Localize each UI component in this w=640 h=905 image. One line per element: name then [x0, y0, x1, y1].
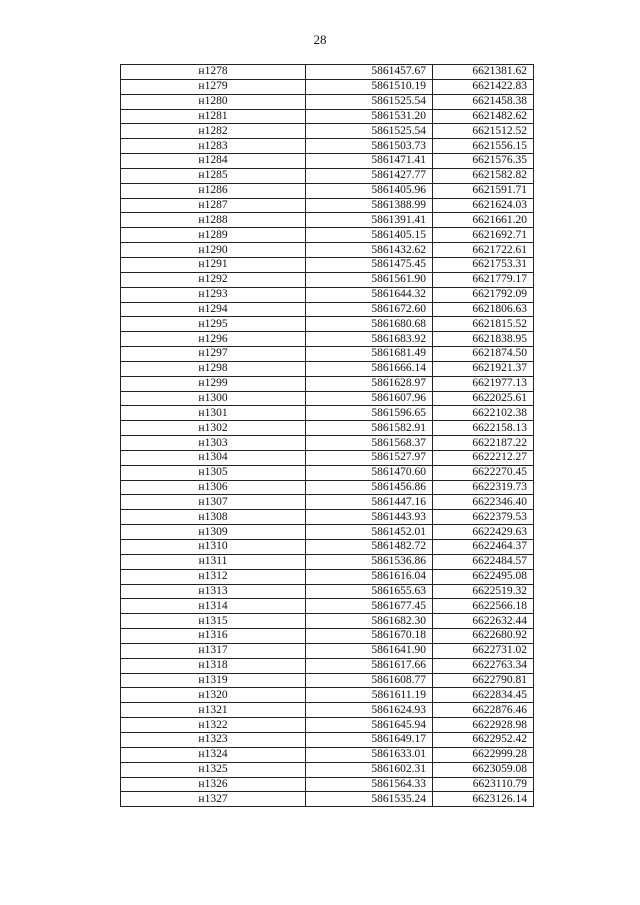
x-coordinate-cell: 5861649.17: [306, 732, 433, 747]
x-coordinate-cell: 5861427.77: [306, 168, 433, 183]
table-row: [121, 732, 534, 747]
point-id-cell: н1326: [121, 777, 306, 792]
y-coordinate-cell: 6623110.79: [433, 777, 534, 792]
y-coordinate-cell: 6622834.45: [433, 688, 534, 703]
x-coordinate-cell: 5861672.60: [306, 302, 433, 317]
x-coordinate-cell: 5861628.97: [306, 376, 433, 391]
point-id-cell: н1301: [121, 406, 306, 421]
point-id-cell: н1327: [121, 792, 306, 807]
y-coordinate-cell: 6622999.28: [433, 747, 534, 762]
table-row: [121, 406, 534, 421]
table-row: [121, 94, 534, 109]
x-coordinate-cell: 5861443.93: [306, 510, 433, 525]
table-row: [121, 243, 534, 258]
point-id-cell: н1293: [121, 287, 306, 302]
table-row: [121, 287, 534, 302]
point-id-cell: н1284: [121, 154, 306, 169]
x-coordinate-cell: 5861475.45: [306, 257, 433, 272]
y-coordinate-cell: 6621556.15: [433, 139, 534, 154]
table-row: [121, 109, 534, 124]
y-coordinate-cell: 6622379.53: [433, 510, 534, 525]
point-id-cell: н1304: [121, 450, 306, 465]
y-coordinate-cell: 6622876.46: [433, 703, 534, 718]
y-coordinate-cell: 6622346.40: [433, 495, 534, 510]
table-row: [121, 376, 534, 391]
table-row: [121, 510, 534, 525]
x-coordinate-cell: 5861470.60: [306, 465, 433, 480]
y-coordinate-cell: 6622484.57: [433, 554, 534, 569]
table-row: [121, 421, 534, 436]
point-id-cell: н1280: [121, 94, 306, 109]
point-id-cell: н1318: [121, 658, 306, 673]
x-coordinate-cell: 5861655.63: [306, 584, 433, 599]
x-coordinate-cell: 5861456.86: [306, 480, 433, 495]
x-coordinate-cell: 5861683.92: [306, 332, 433, 347]
x-coordinate-cell: 5861611.19: [306, 688, 433, 703]
table-row: [121, 213, 534, 228]
y-coordinate-cell: 6621482.62: [433, 109, 534, 124]
table-row: [121, 747, 534, 762]
point-id-cell: н1317: [121, 643, 306, 658]
x-coordinate-cell: 5861405.15: [306, 228, 433, 243]
x-coordinate-cell: 5861452.01: [306, 525, 433, 540]
table-row: [121, 317, 534, 332]
point-id-cell: н1320: [121, 688, 306, 703]
table-row: [121, 154, 534, 169]
point-id-cell: н1309: [121, 525, 306, 540]
y-coordinate-cell: 6621815.52: [433, 317, 534, 332]
table-row: [121, 272, 534, 287]
point-id-cell: н1315: [121, 614, 306, 629]
table-row: [121, 614, 534, 629]
table-row: [121, 228, 534, 243]
coordinates-table: [120, 64, 534, 807]
table-row: [121, 436, 534, 451]
table-row: [121, 168, 534, 183]
point-id-cell: н1286: [121, 183, 306, 198]
x-coordinate-cell: 5861616.04: [306, 569, 433, 584]
x-coordinate-cell: 5861388.99: [306, 198, 433, 213]
y-coordinate-cell: 6622158.13: [433, 421, 534, 436]
point-id-cell: н1296: [121, 332, 306, 347]
x-coordinate-cell: 5861666.14: [306, 361, 433, 376]
x-coordinate-cell: 5861596.65: [306, 406, 433, 421]
x-coordinate-cell: 5861471.41: [306, 154, 433, 169]
x-coordinate-cell: 5861405.96: [306, 183, 433, 198]
table-row: [121, 569, 534, 584]
y-coordinate-cell: 6622025.61: [433, 391, 534, 406]
y-coordinate-cell: 6621838.95: [433, 332, 534, 347]
point-id-cell: н1285: [121, 168, 306, 183]
x-coordinate-cell: 5861617.66: [306, 658, 433, 673]
table-row: [121, 124, 534, 139]
point-id-cell: н1325: [121, 762, 306, 777]
y-coordinate-cell: 6621624.03: [433, 198, 534, 213]
x-coordinate-cell: 5861510.19: [306, 79, 433, 94]
table-row: [121, 480, 534, 495]
x-coordinate-cell: 5861633.01: [306, 747, 433, 762]
x-coordinate-cell: 5861608.77: [306, 673, 433, 688]
y-coordinate-cell: 6622102.38: [433, 406, 534, 421]
point-id-cell: н1310: [121, 540, 306, 555]
point-id-cell: н1312: [121, 569, 306, 584]
point-id-cell: н1307: [121, 495, 306, 510]
table-row: [121, 540, 534, 555]
x-coordinate-cell: 5861447.16: [306, 495, 433, 510]
x-coordinate-cell: 5861677.45: [306, 599, 433, 614]
table-row: [121, 257, 534, 272]
table-row: [121, 79, 534, 94]
y-coordinate-cell: 6621874.50: [433, 347, 534, 362]
y-coordinate-cell: 6623059.08: [433, 762, 534, 777]
point-id-cell: н1288: [121, 213, 306, 228]
x-coordinate-cell: 5861670.18: [306, 629, 433, 644]
y-coordinate-cell: 6621806.63: [433, 302, 534, 317]
x-coordinate-cell: 5861527.97: [306, 450, 433, 465]
x-coordinate-cell: 5861525.54: [306, 124, 433, 139]
y-coordinate-cell: 6622464.37: [433, 540, 534, 555]
x-coordinate-cell: 5861432.62: [306, 243, 433, 258]
y-coordinate-cell: 6621792.09: [433, 287, 534, 302]
x-coordinate-cell: 5861535.24: [306, 792, 433, 807]
y-coordinate-cell: 6622495.08: [433, 569, 534, 584]
point-id-cell: н1289: [121, 228, 306, 243]
point-id-cell: н1299: [121, 376, 306, 391]
point-id-cell: н1295: [121, 317, 306, 332]
point-id-cell: н1283: [121, 139, 306, 154]
y-coordinate-cell: 6621582.82: [433, 168, 534, 183]
table-row: [121, 584, 534, 599]
point-id-cell: н1291: [121, 257, 306, 272]
y-coordinate-cell: 6621512.52: [433, 124, 534, 139]
coordinates-table-body: [121, 65, 534, 807]
point-id-cell: н1279: [121, 79, 306, 94]
point-id-cell: н1324: [121, 747, 306, 762]
y-coordinate-cell: 6622270.45: [433, 465, 534, 480]
x-coordinate-cell: 5861602.31: [306, 762, 433, 777]
point-id-cell: н1300: [121, 391, 306, 406]
table-row: [121, 703, 534, 718]
table-row: [121, 525, 534, 540]
y-coordinate-cell: 6622319.73: [433, 480, 534, 495]
y-coordinate-cell: 6621576.35: [433, 154, 534, 169]
x-coordinate-cell: 5861680.68: [306, 317, 433, 332]
x-coordinate-cell: 5861644.32: [306, 287, 433, 302]
y-coordinate-cell: 6621591.71: [433, 183, 534, 198]
table-row: [121, 450, 534, 465]
y-coordinate-cell: 6622429.63: [433, 525, 534, 540]
y-coordinate-cell: 6622952.42: [433, 732, 534, 747]
y-coordinate-cell: 6622763.34: [433, 658, 534, 673]
x-coordinate-cell: 5861582.91: [306, 421, 433, 436]
point-id-cell: н1290: [121, 243, 306, 258]
y-coordinate-cell: 6621977.13: [433, 376, 534, 391]
x-coordinate-cell: 5861536.86: [306, 554, 433, 569]
y-coordinate-cell: 6622187.22: [433, 436, 534, 451]
table-row: [121, 465, 534, 480]
y-coordinate-cell: 6621753.31: [433, 257, 534, 272]
y-coordinate-cell: 6622566.18: [433, 599, 534, 614]
point-id-cell: н1316: [121, 629, 306, 644]
x-coordinate-cell: 5861503.73: [306, 139, 433, 154]
point-id-cell: н1322: [121, 718, 306, 733]
table-row: [121, 391, 534, 406]
point-id-cell: н1314: [121, 599, 306, 614]
table-row: [121, 361, 534, 376]
point-id-cell: н1313: [121, 584, 306, 599]
page-number: 28: [313, 32, 327, 47]
y-coordinate-cell: 6621722.61: [433, 243, 534, 258]
y-coordinate-cell: 6623126.14: [433, 792, 534, 807]
point-id-cell: н1287: [121, 198, 306, 213]
y-coordinate-cell: 6621661.20: [433, 213, 534, 228]
point-id-cell: н1323: [121, 732, 306, 747]
table-row: [121, 347, 534, 362]
y-coordinate-cell: 6621381.62: [433, 65, 534, 80]
x-coordinate-cell: 5861482.72: [306, 540, 433, 555]
point-id-cell: н1308: [121, 510, 306, 525]
point-id-cell: н1282: [121, 124, 306, 139]
x-coordinate-cell: 5861564.33: [306, 777, 433, 792]
point-id-cell: н1297: [121, 347, 306, 362]
x-coordinate-cell: 5861624.93: [306, 703, 433, 718]
point-id-cell: н1305: [121, 465, 306, 480]
table-row: [121, 718, 534, 733]
point-id-cell: н1294: [121, 302, 306, 317]
x-coordinate-cell: 5861391.41: [306, 213, 433, 228]
x-coordinate-cell: 5861561.90: [306, 272, 433, 287]
y-coordinate-cell: 6621422.83: [433, 79, 534, 94]
point-id-cell: н1303: [121, 436, 306, 451]
table-row: [121, 658, 534, 673]
x-coordinate-cell: 5861568.37: [306, 436, 433, 451]
table-row: [121, 629, 534, 644]
table-row: [121, 673, 534, 688]
point-id-cell: н1321: [121, 703, 306, 718]
x-coordinate-cell: 5861607.96: [306, 391, 433, 406]
x-coordinate-cell: 5861525.54: [306, 94, 433, 109]
y-coordinate-cell: 6622928.98: [433, 718, 534, 733]
point-id-cell: н1311: [121, 554, 306, 569]
point-id-cell: н1281: [121, 109, 306, 124]
point-id-cell: н1302: [121, 421, 306, 436]
table-row: [121, 792, 534, 807]
table-row: [121, 495, 534, 510]
y-coordinate-cell: 6622680.92: [433, 629, 534, 644]
y-coordinate-cell: 6621779.17: [433, 272, 534, 287]
y-coordinate-cell: 6622731.02: [433, 643, 534, 658]
point-id-cell: н1278: [121, 65, 306, 80]
table-row: [121, 198, 534, 213]
table-row: [121, 762, 534, 777]
table-row: [121, 554, 534, 569]
point-id-cell: н1319: [121, 673, 306, 688]
x-coordinate-cell: 5861531.20: [306, 109, 433, 124]
table-row: [121, 599, 534, 614]
x-coordinate-cell: 5861645.94: [306, 718, 433, 733]
x-coordinate-cell: 5861457.67: [306, 65, 433, 80]
y-coordinate-cell: 6622212.27: [433, 450, 534, 465]
point-id-cell: н1298: [121, 361, 306, 376]
y-coordinate-cell: 6621921.37: [433, 361, 534, 376]
y-coordinate-cell: 6622519.32: [433, 584, 534, 599]
y-coordinate-cell: 6622790.81: [433, 673, 534, 688]
point-id-cell: н1306: [121, 480, 306, 495]
y-coordinate-cell: 6621692.71: [433, 228, 534, 243]
table-row: [121, 688, 534, 703]
table-row: [121, 139, 534, 154]
x-coordinate-cell: 5861641.90: [306, 643, 433, 658]
table-row: [121, 302, 534, 317]
table-row: [121, 65, 534, 80]
point-id-cell: н1292: [121, 272, 306, 287]
table-row: [121, 643, 534, 658]
x-coordinate-cell: 5861681.49: [306, 347, 433, 362]
table-row: [121, 183, 534, 198]
x-coordinate-cell: 5861682.30: [306, 614, 433, 629]
y-coordinate-cell: 6621458.38: [433, 94, 534, 109]
table-row: [121, 777, 534, 792]
y-coordinate-cell: 6622632.44: [433, 614, 534, 629]
table-row: [121, 332, 534, 347]
